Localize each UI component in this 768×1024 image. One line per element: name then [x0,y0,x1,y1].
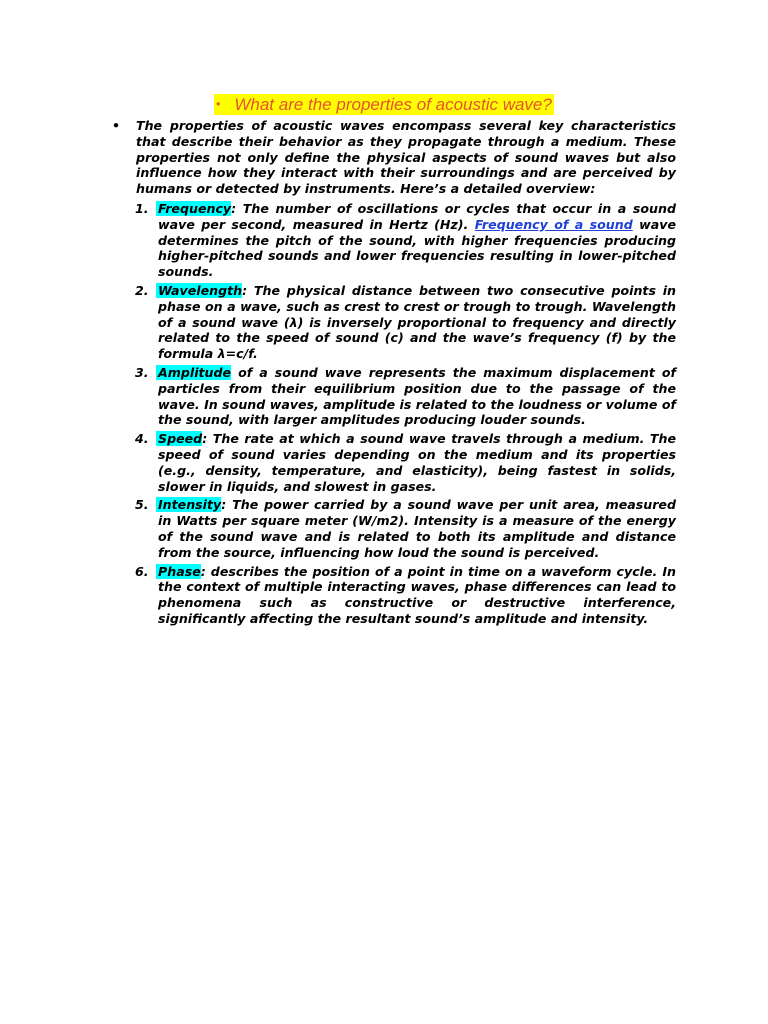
list-item-number: 2. [135,282,149,298]
list-item-wavelength [112,283,676,362]
list-item-text: : The physical distance between two consecutive points in phase on a wave, such as crest to crest or trough to trough. Wavelength of a sound wave (λ) is inversely proportional to frequency and directly related to the speed of sound (c) and the wave’s frequency (f) by the formula λ=c/f. [158,282,676,362]
page-title [214,94,554,115]
list-item-text: wave determines the pitch of the sound, with higher frequencies producing higher-pitched sounds and lower frequencies resulting in lower-pitched sounds. [158,216,676,280]
list-item-number: 6. [135,563,149,579]
list-item-text: : The rate at which a sound wave travels through a medium. The speed of sound varies depending on the medium and its properties (e.g., density, temperature, and elasticity), being fastest in solids, slower in liquids, and slowest in gases. [158,431,676,494]
term-intensity: Intensity [158,497,222,513]
heading-bullet-icon: • [216,97,221,111]
list-item-speed [112,431,676,494]
list-item-number: 4. [135,431,149,447]
list-item-text: : The power carried by a sound wave per unit area, measured in Watts per square meter (W/m2). Intensity is a measure of the energy of the sound wave and is related to both its amplitude and distance from the source, influencing how loud the sound is perceived. [158,497,676,560]
list-item-amplitude [112,365,676,428]
list-item-text: of a sound wave represents the maximum displacement of particles from their equilibrium position due to the passage of the wave. In sound waves, amplitude is related to the loudness or volume of the sound, with larger amplitudes producing louder sounds. [158,364,676,428]
term-frequency: Frequency [158,200,232,216]
list-item-number: 1. [135,200,149,216]
list-item-text: : describes the position of a point in time on a waveform cycle. In the context of multiple interacting waves, phase differences can lead to phenomena such as constructive or destructive interference, significantly affecting the resultant sound’s amplitude and intensity. [158,563,676,626]
term-amplitude: Amplitude [158,364,232,380]
document-body [112,118,676,630]
intro-paragraph [112,118,676,197]
list-item-frequency [112,201,676,280]
page-title-text: What are the properties of acoustic wave? [234,95,552,114]
heading-container [0,94,768,115]
list-item-text: : The number of oscillations or cycles that occur in a sound wave per second, measured in Hertz (Hz). [158,200,676,232]
list-item-number: 5. [135,497,149,513]
term-speed: Speed [158,431,203,447]
intro-text: The properties of acoustic waves encompass several key characteristics that describe their behavior as they propagate through a medium. These properties not only define the physical aspects of sound waves but also influence how they interact with their surroundings and are perceived by humans or detected by instruments. Here’s a detailed overview: [136,118,676,197]
frequency-of-a-sound-link[interactable]: Frequency of a sound [474,216,633,232]
list-item-number: 3. [135,364,149,380]
intro-bullet-icon: • [112,118,121,133]
term-wavelength: Wavelength [158,282,243,298]
list-item-phase [112,564,676,627]
properties-list [112,201,676,627]
term-phase: Phase [158,563,201,579]
list-item-intensity [112,497,676,560]
